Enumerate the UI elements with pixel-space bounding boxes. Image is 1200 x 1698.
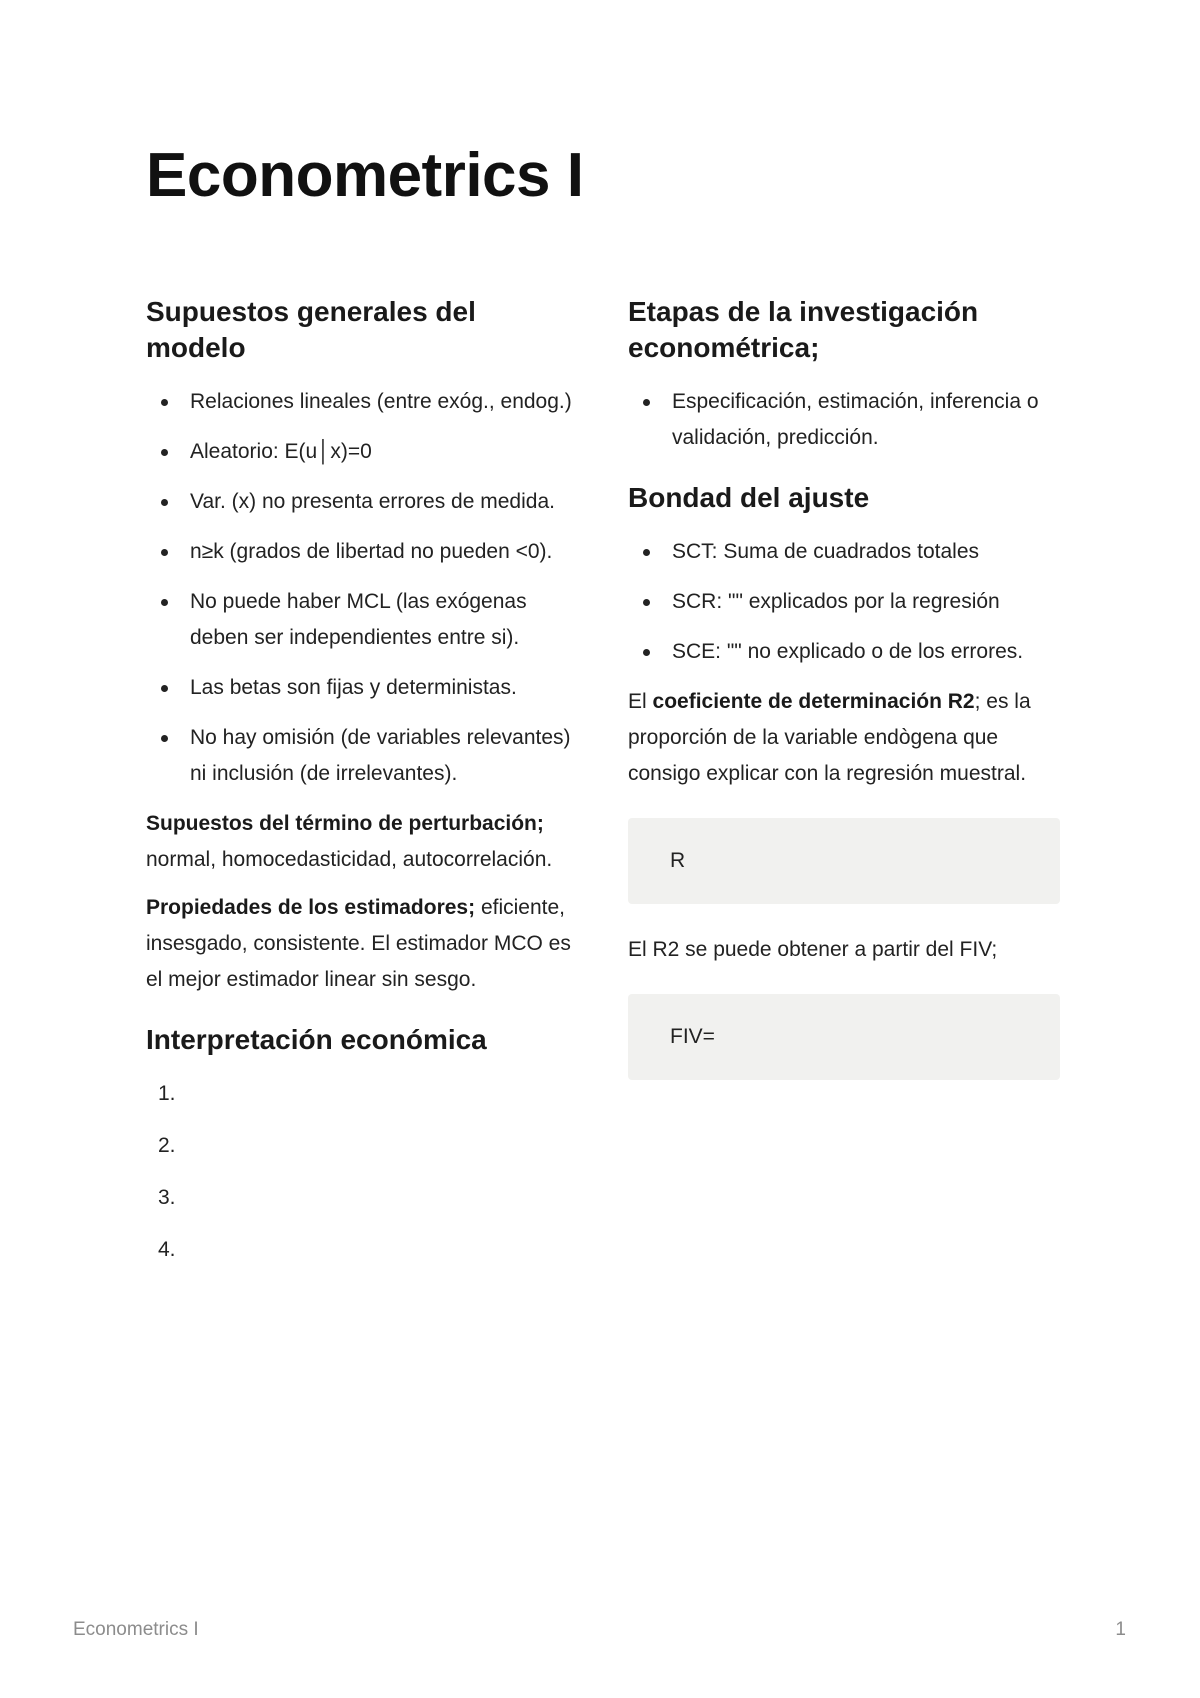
list-item: SCT: Suma de cuadrados totales — [628, 534, 1060, 570]
perturbacion-paragraph — [146, 806, 578, 878]
estimadores-text: eficiente, insesgado, consistente. El estimador MCO es el mejor estimador linear sin sesgo. — [146, 896, 571, 991]
bondad-list — [628, 534, 1060, 670]
left-column — [146, 294, 578, 1284]
list-item: 1. — [158, 1082, 176, 1105]
list-item: Relaciones lineales (entre exóg., endog.) — [146, 384, 578, 420]
page-title: Econometrics I — [146, 141, 584, 210]
etapas-list — [628, 384, 1060, 456]
formula-block-r: R — [628, 818, 1060, 904]
list-item: 3. — [158, 1186, 176, 1209]
coeficiente-paragraph — [628, 684, 1060, 792]
fiv-paragraph: El R2 se puede obtener a partir del FIV; — [628, 938, 998, 961]
section-heading-bondad: Bondad del ajuste — [628, 482, 870, 513]
footer-page-number: 1 — [1115, 1619, 1126, 1640]
list-item: Var. (x) no presenta errores de medida. — [146, 484, 578, 520]
footer-title: Econometrics I — [73, 1619, 199, 1640]
list-item: 2. — [158, 1134, 176, 1157]
interpretacion-list — [146, 1076, 578, 1268]
coeficiente-pre: El — [628, 690, 653, 713]
list-item: SCE: "" no explicado o de los errores. — [628, 634, 1060, 670]
coeficiente-text: ; es la proporción de la variable endògena que consigo explicar con la regresión muestral. — [628, 690, 1031, 785]
right-column — [628, 294, 1060, 1108]
list-item: SCR: "" explicados por la regresión — [628, 584, 1060, 620]
supuestos-list — [146, 384, 578, 792]
perturbacion-text: normal, homocedasticidad, autocorrelación. — [146, 848, 553, 871]
list-item: Aleatorio: E(u│x)=0 — [146, 434, 578, 470]
list-item: Las betas son fijas y deterministas. — [146, 670, 578, 706]
section-heading-supuestos-generales: Supuestos generales del modelo — [146, 296, 476, 363]
list-item: n≥k (grados de libertad no pueden <0). — [146, 534, 578, 570]
estimadores-label: Propiedades de los estimadores; — [146, 896, 476, 919]
formula-block-fiv: FIV= — [628, 994, 1060, 1080]
perturbacion-label: Supuestos del término de perturbación; — [146, 812, 544, 835]
list-item: 4. — [158, 1238, 176, 1261]
coeficiente-label: coeficiente de determinación R2 — [652, 690, 975, 713]
section-heading-etapas: Etapas de la investigación econométrica; — [628, 296, 979, 363]
list-item: Especificación, estimación, inferencia o validación, predicción. — [628, 384, 1060, 456]
section-heading-interpretacion: Interpretación económica — [146, 1024, 487, 1055]
estimadores-paragraph — [146, 890, 578, 998]
list-item: No puede haber MCL (las exógenas deben ser independientes entre si). — [146, 584, 578, 656]
list-item: No hay omisión (de variables relevantes) ni inclusión (de irrelevantes). — [146, 720, 578, 792]
